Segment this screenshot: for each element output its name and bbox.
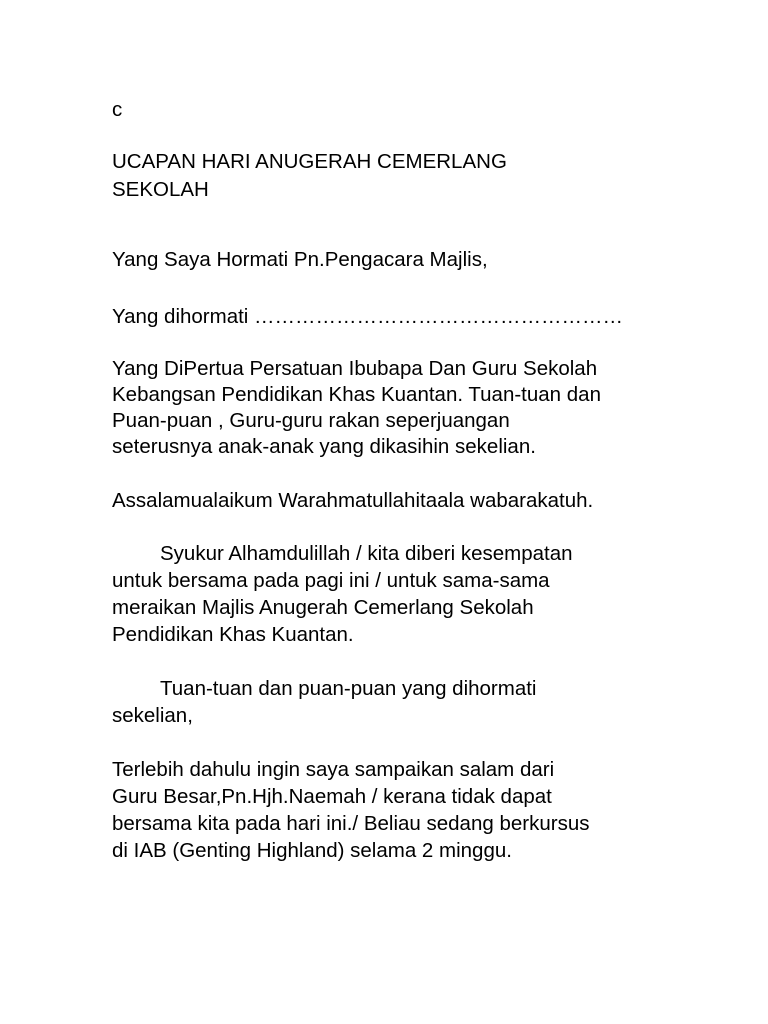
- greeting-line: Assalamualaikum Warahmatullahitaala wabarakatuh.: [112, 489, 594, 512]
- address-paragraph-line-1: Yang DiPertua Persatuan Ibubapa Dan Guru Sekolah: [112, 357, 598, 380]
- address-paragraph-line-3: Puan-puan , Guru-guru rakan seperjuangan: [112, 409, 510, 432]
- closing-paragraph-line-2: Guru Besar,Pn.Hjh.Naemah / kerana tidak dapat: [112, 785, 552, 808]
- closing-paragraph-line-4: di IAB (Genting Highland) selama 2 minggu.: [112, 839, 512, 862]
- salutation-emcee: Yang Saya Hormati Pn.Pengacara Majlis,: [112, 248, 488, 271]
- address-paragraph-line-4: seterusnya anak-anak yang dikasihin sekelian.: [112, 435, 536, 458]
- closing-paragraph-line-3: bersama kita pada hari ini./ Beliau sedang berkursus: [112, 812, 590, 835]
- address-paragraph-line-2: Kebangsan Pendidikan Khas Kuantan. Tuan-tuan dan: [112, 383, 601, 406]
- address-audience-line-1: Tuan-tuan dan puan-puan yang dihormati: [160, 677, 537, 700]
- gratitude-paragraph-line-4: Pendidikan Khas Kuantan.: [112, 623, 354, 646]
- speech-title-line-1: UCAPAN HARI ANUGERAH CEMERLANG: [112, 150, 507, 173]
- salutation-guest: Yang dihormati ………………………………………………: [112, 305, 624, 328]
- gratitude-paragraph-line-3: meraikan Majlis Anugerah Cemerlang Sekolah: [112, 596, 534, 619]
- gratitude-paragraph-line-2: untuk bersama pada pagi ini / untuk sama-sama: [112, 569, 550, 592]
- address-audience-line-2: sekelian,: [112, 704, 193, 727]
- speech-title-line-2: SEKOLAH: [112, 178, 209, 201]
- closing-paragraph-line-1: Terlebih dahulu ingin saya sampaikan salam dari: [112, 758, 555, 781]
- page-marker: c: [112, 98, 123, 121]
- gratitude-paragraph-line-1: Syukur Alhamdulillah / kita diberi kesempatan: [160, 542, 573, 565]
